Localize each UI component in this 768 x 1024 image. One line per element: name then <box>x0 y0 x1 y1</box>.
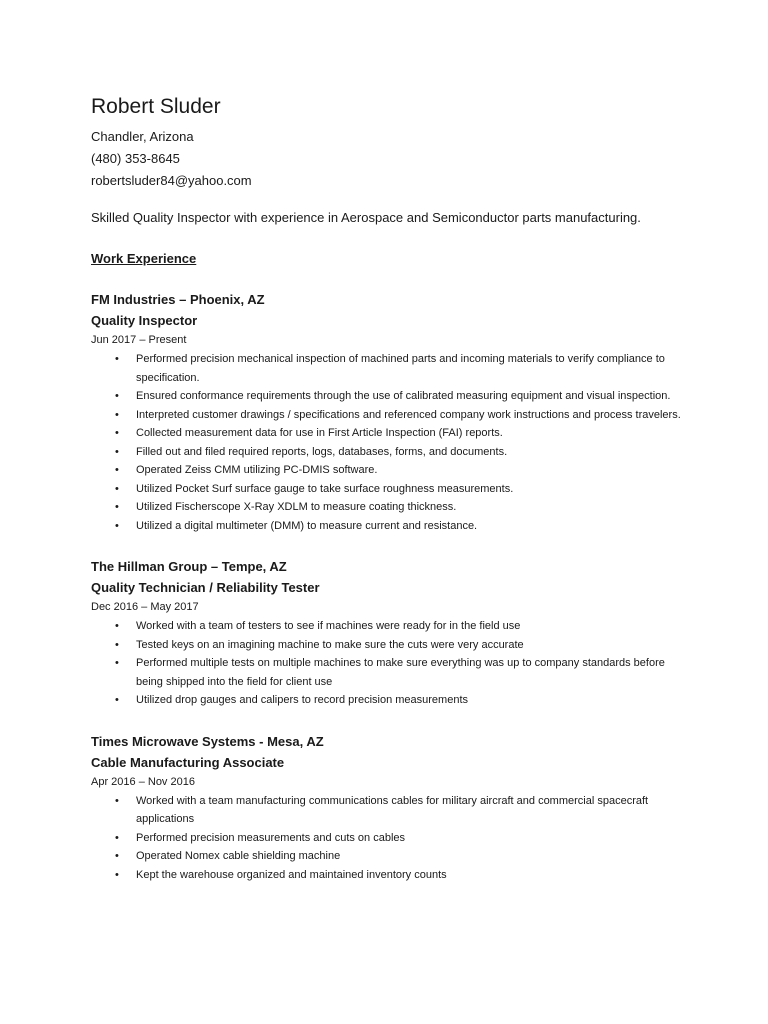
bullet-icon: • <box>115 794 119 807</box>
job-duty-text: Filled out and filed required reports, logs, databases, forms, and documents. <box>136 445 508 458</box>
job-dates: Dec 2016 – May 2017 <box>91 601 199 613</box>
job-company: FM Industries – Phoenix, AZ <box>91 292 265 307</box>
job-duty-text: Operated Nomex cable shielding machine <box>136 850 341 862</box>
job-duty-text: Ensured conformance requirements through the use of calibrated measuring equipment and visual inspection. <box>136 390 671 402</box>
bullet-icon: • <box>115 657 119 669</box>
bullet-icon: • <box>115 482 119 495</box>
job-duties-list <box>91 617 691 710</box>
job-duty-item <box>91 461 681 480</box>
job-duty-item <box>91 829 681 848</box>
bullet-icon: • <box>115 390 119 402</box>
job-role: Quality Inspector <box>91 313 198 328</box>
job-duty-text: Tested keys on an imagining machine to make sure the cuts were very accurate <box>136 638 524 651</box>
job-duty-item <box>91 406 681 425</box>
job-entry-hillman-group <box>91 557 691 710</box>
job-company: Times Microwave Systems - Mesa, AZ <box>91 733 324 749</box>
job-role: Quality Technician / Reliability Tester <box>91 580 320 595</box>
job-duties-list <box>91 792 691 885</box>
bullet-icon: • <box>115 868 119 881</box>
job-entry-times-microwave <box>91 732 691 885</box>
job-duty-item <box>91 654 681 691</box>
job-duty-item <box>91 517 681 536</box>
job-duty-item <box>91 636 681 655</box>
bullet-icon: • <box>115 620 119 632</box>
work-experience-heading: Work Experience <box>91 251 197 266</box>
candidate-location: Chandler, Arizona <box>91 129 194 144</box>
job-duty-item <box>91 691 681 710</box>
professional-summary: Skilled Quality Inspector with experience in Aerospace and Semiconductor parts manufacturing. <box>91 210 641 225</box>
bullet-icon: • <box>115 519 119 532</box>
bullet-icon: • <box>115 638 119 651</box>
job-dates: Apr 2016 – Nov 2016 <box>91 775 195 788</box>
job-duty-item <box>91 847 681 866</box>
job-duty-text: Worked with a team of testers to see if machines were ready for in the field use <box>136 620 521 632</box>
job-duty-item <box>91 424 681 443</box>
bullet-icon: • <box>115 694 119 706</box>
job-duty-item <box>91 866 681 885</box>
job-duty-text: Utilized Pocket Surf surface gauge to take surface roughness measurements. <box>136 482 514 495</box>
job-duty-text: Kept the warehouse organized and maintained inventory counts <box>136 868 447 881</box>
bullet-icon: • <box>115 831 119 844</box>
job-duty-item <box>91 792 681 829</box>
job-company: The Hillman Group – Tempe, AZ <box>91 559 287 574</box>
job-duty-item <box>91 350 681 387</box>
job-duty-text: Performed multiple tests on multiple machines to make sure everything was up to company standards before being shipped into the field for client use <box>136 657 665 688</box>
bullet-icon: • <box>115 464 119 476</box>
bullet-icon: • <box>115 445 119 458</box>
bullet-icon: • <box>115 501 119 513</box>
resume-content <box>91 94 691 884</box>
job-duty-text: Performed precision mechanical inspection of machined parts and incoming materials to verify compliance to specification. <box>136 353 665 384</box>
job-entry-fm-industries <box>91 290 691 535</box>
candidate-email: robertsluder84@yahoo.com <box>91 173 252 188</box>
job-duty-item <box>91 443 681 462</box>
job-duty-text: Collected measurement data for use in First Article Inspection (FAI) reports. <box>136 427 503 439</box>
candidate-phone: (480) 353-8645 <box>91 151 180 166</box>
job-duty-item <box>91 617 681 636</box>
candidate-name: Robert Sluder <box>91 95 221 118</box>
job-dates: Jun 2017 – Present <box>91 334 187 346</box>
bullet-icon: • <box>115 427 119 439</box>
job-duties-list <box>91 350 691 535</box>
job-role: Cable Manufacturing Associate <box>91 754 285 770</box>
job-duty-text: Utilized a digital multimeter (DMM) to measure current and resistance. <box>136 519 478 532</box>
bullet-icon: • <box>115 850 119 862</box>
job-duty-text: Utilized drop gauges and calipers to record precision measurements <box>136 694 469 706</box>
job-duty-text: Utilized Fischerscope X-Ray XDLM to measure coating thickness. <box>136 501 457 513</box>
job-duty-item <box>91 480 681 499</box>
job-duty-text: Worked with a team manufacturing communications cables for military aircraft and commercial spacecraft applications <box>136 794 649 825</box>
job-duty-item <box>91 498 681 517</box>
job-duty-text: Performed precision measurements and cuts on cables <box>136 831 406 844</box>
bullet-icon: • <box>115 353 119 365</box>
job-duty-text: Operated Zeiss CMM utilizing PC-DMIS software. <box>136 464 378 476</box>
job-duty-text: Interpreted customer drawings / specifications and referenced company work instructions and process travelers. <box>136 408 681 421</box>
bullet-icon: • <box>115 408 119 421</box>
job-duty-item <box>91 387 681 406</box>
